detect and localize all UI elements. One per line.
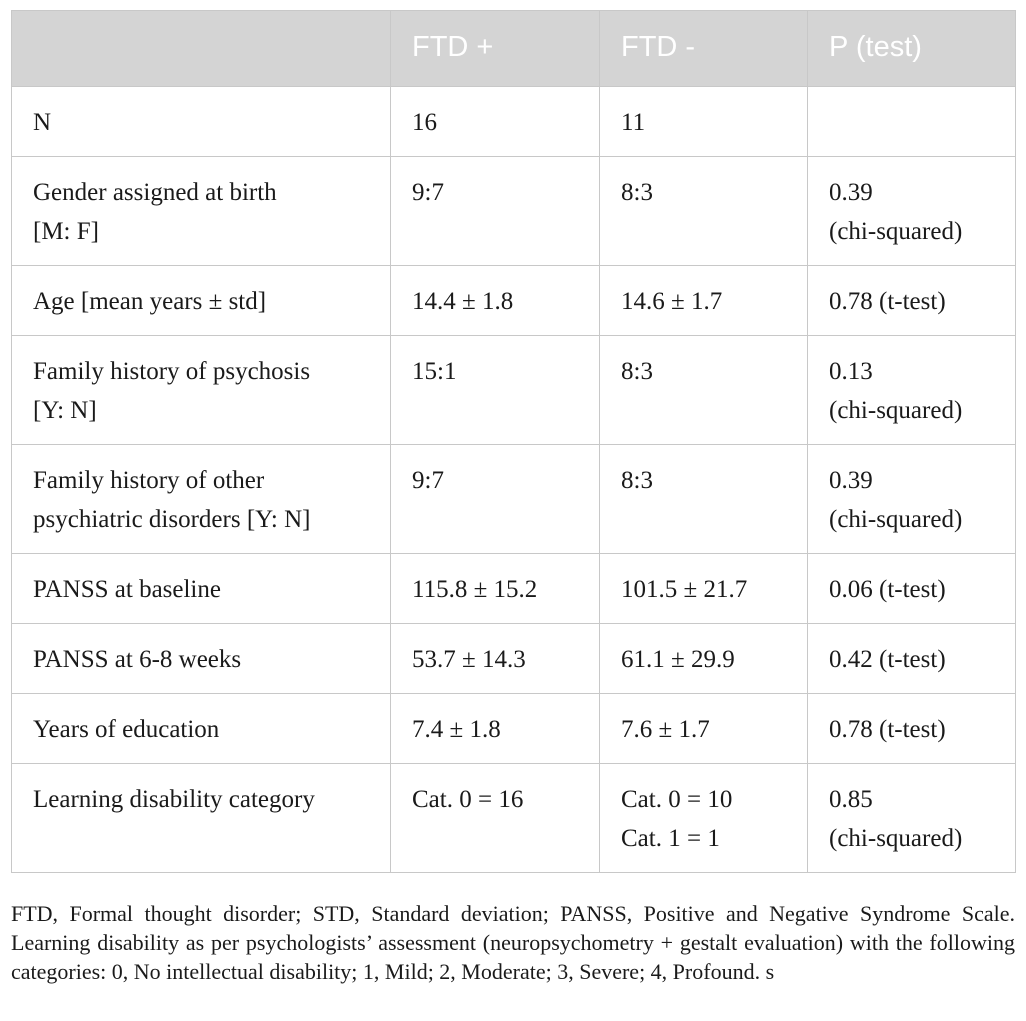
cell-text: (chi-squared) xyxy=(829,397,963,424)
table-row xyxy=(12,336,1016,445)
cell-text: 0.42 (t-test) xyxy=(829,646,946,673)
ftd-positive-cell xyxy=(391,554,600,624)
cell-text: (chi-squared) xyxy=(829,825,963,852)
ftd-negative-cell xyxy=(600,157,808,266)
cell-text: 7.4 ± 1.8 xyxy=(412,716,501,743)
table-row xyxy=(12,445,1016,554)
table-row xyxy=(12,694,1016,764)
cell-text: 0.39 xyxy=(829,467,873,494)
p-value-cell xyxy=(808,266,1016,336)
demographics-table-container xyxy=(11,10,1015,873)
table-row xyxy=(12,157,1016,266)
cell-text: Years of education xyxy=(33,716,220,743)
row-label-cell xyxy=(12,266,391,336)
cell-text: 14.4 ± 1.8 xyxy=(412,288,514,315)
cell-text: 53.7 ± 14.3 xyxy=(412,646,526,673)
cell-text: psychiatric disorders [Y: N] xyxy=(33,506,311,533)
ftd-positive-cell xyxy=(391,157,600,266)
ftd-negative-cell xyxy=(600,554,808,624)
p-value-cell xyxy=(808,694,1016,764)
row-label-cell xyxy=(12,87,391,157)
cell-text: 61.1 ± 29.9 xyxy=(621,646,735,673)
table-row xyxy=(12,266,1016,336)
ftd-negative-cell xyxy=(600,764,808,873)
demographics-table xyxy=(11,10,1016,873)
header-cell-p-test: P (test) xyxy=(808,11,1016,87)
cell-text: 0.85 xyxy=(829,786,873,813)
cell-text: [Y: N] xyxy=(33,397,97,424)
row-label-cell xyxy=(12,445,391,554)
p-value-cell xyxy=(808,624,1016,694)
ftd-negative-cell xyxy=(600,266,808,336)
p-value-cell xyxy=(808,157,1016,266)
header-row xyxy=(12,11,1016,87)
ftd-negative-cell xyxy=(600,336,808,445)
cell-text: Cat. 1 = 1 xyxy=(621,825,720,852)
row-label-cell xyxy=(12,554,391,624)
ftd-positive-cell xyxy=(391,764,600,873)
cell-text: 14.6 ± 1.7 xyxy=(621,288,723,315)
cell-text: 7.6 ± 1.7 xyxy=(621,716,710,743)
ftd-positive-cell xyxy=(391,336,600,445)
cell-text: Family history of psychosis xyxy=(33,358,311,385)
cell-text: 16 xyxy=(412,109,437,136)
p-value-cell xyxy=(808,336,1016,445)
table-row xyxy=(12,624,1016,694)
ftd-negative-cell xyxy=(600,445,808,554)
cell-text: (chi-squared) xyxy=(829,506,963,533)
cell-text: Age [mean years ± std] xyxy=(33,288,267,315)
cell-text: Learning disability category xyxy=(33,786,315,813)
cell-text: 0.78 (t-test) xyxy=(829,716,946,743)
cell-text: [M: F] xyxy=(33,218,99,245)
ftd-positive-cell xyxy=(391,266,600,336)
ftd-negative-cell xyxy=(600,87,808,157)
header-cell-ftd-positive: FTD + xyxy=(391,11,600,87)
cell-text: 8:3 xyxy=(621,467,653,494)
ftd-negative-cell xyxy=(600,694,808,764)
cell-text: 115.8 ± 15.2 xyxy=(412,576,538,603)
ftd-positive-cell xyxy=(391,694,600,764)
row-label-cell xyxy=(12,764,391,873)
p-value-cell xyxy=(808,554,1016,624)
cell-text: Family history of other xyxy=(33,467,265,494)
cell-text: 0.13 xyxy=(829,358,873,385)
p-value-cell xyxy=(808,445,1016,554)
cell-text: 9:7 xyxy=(412,467,444,494)
cell-text: (chi-squared) xyxy=(829,218,963,245)
cell-text: 8:3 xyxy=(621,179,653,206)
cell-text: 0.06 (t-test) xyxy=(829,576,946,603)
row-label-cell xyxy=(12,624,391,694)
cell-text: PANSS at 6-8 weeks xyxy=(33,646,242,673)
table-row xyxy=(12,554,1016,624)
cell-text: Cat. 0 = 16 xyxy=(412,786,524,813)
p-value-cell xyxy=(808,764,1016,873)
cell-text: 0.39 xyxy=(829,179,873,206)
row-label-cell xyxy=(12,336,391,445)
cell-text: PANSS at baseline xyxy=(33,576,221,603)
cell-text: 101.5 ± 21.7 xyxy=(621,576,748,603)
header-cell-label xyxy=(12,11,391,87)
header-cell-ftd-negative: FTD - xyxy=(600,11,808,87)
cell-text: 9:7 xyxy=(412,179,444,206)
cell-text: N xyxy=(33,109,52,136)
row-label-cell xyxy=(12,157,391,266)
cell-text: Gender assigned at birth xyxy=(33,179,277,206)
cell-text: 11 xyxy=(621,109,646,136)
ftd-positive-cell xyxy=(391,87,600,157)
ftd-positive-cell xyxy=(391,445,600,554)
cell-text: 15:1 xyxy=(412,358,457,385)
cell-text: 0.78 (t-test) xyxy=(829,288,946,315)
row-label-cell xyxy=(12,694,391,764)
cell-text: 8:3 xyxy=(621,358,653,385)
table-row xyxy=(12,764,1016,873)
ftd-positive-cell xyxy=(391,624,600,694)
cell-text: Cat. 0 = 10 xyxy=(621,786,733,813)
p-value-cell xyxy=(808,87,1016,157)
ftd-negative-cell xyxy=(600,624,808,694)
table-row xyxy=(12,87,1016,157)
table-footnote: FTD, Formal thought disorder; STD, Standard deviation; PANSS, Positive and Negative Syndrome Scale. Learning disability as per psychologists’ assessment (neuropsychometry + gestalt evaluation) with the following categories: 0, No intellectual disability; 1, Mild; 2, Moderate; 3, Severe; 4, Profound. s xyxy=(11,901,1015,984)
